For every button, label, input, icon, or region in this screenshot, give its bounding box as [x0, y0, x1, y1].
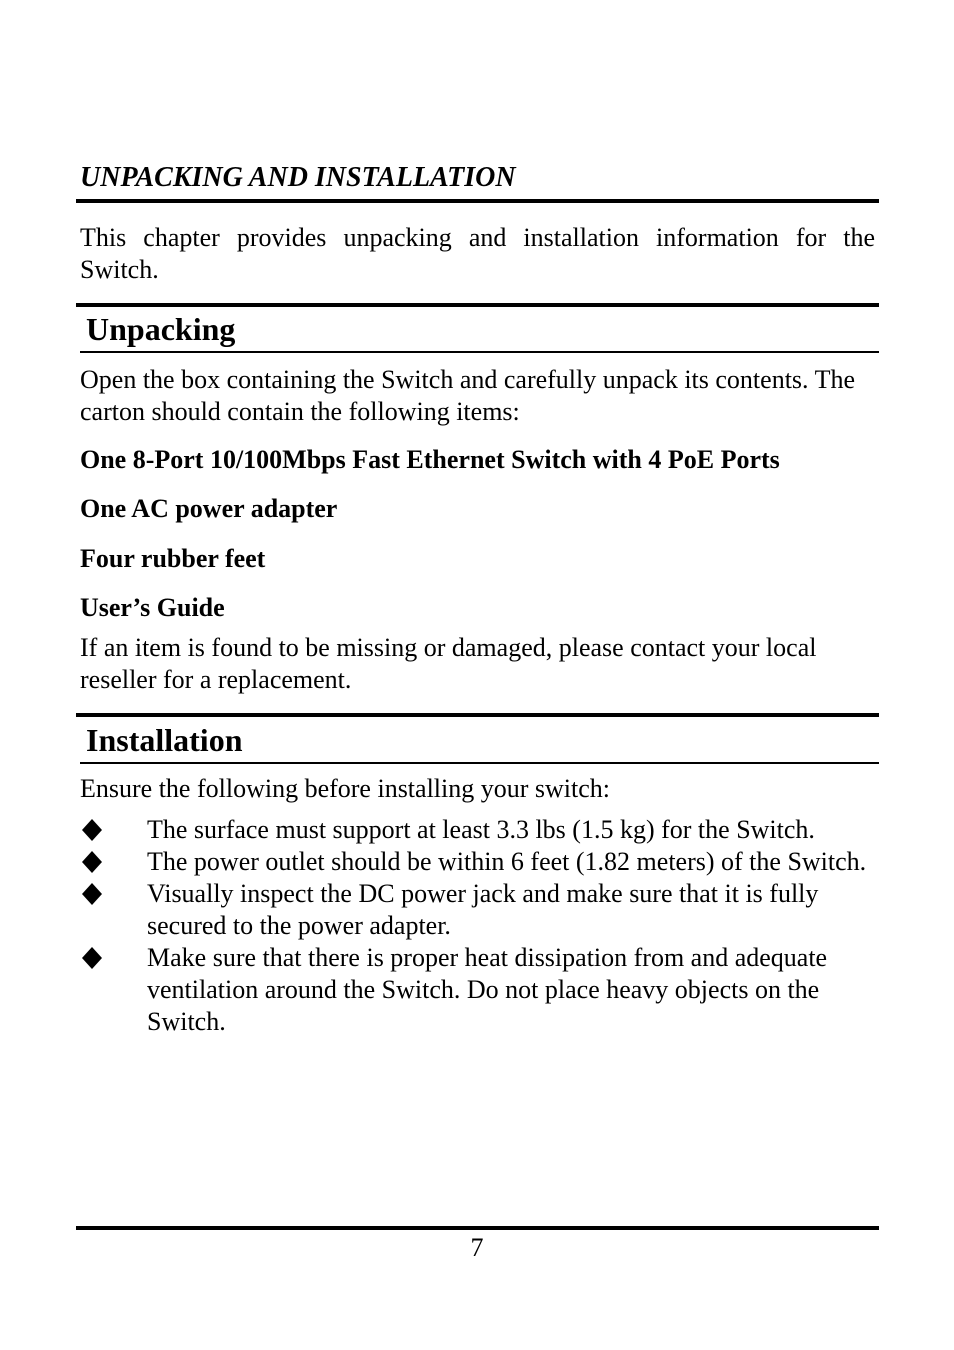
chapter-title-rule — [76, 199, 879, 203]
page-number: 7 — [470, 1233, 484, 1262]
chapter-title: UNPACKING AND INSTALLATION — [80, 162, 516, 193]
checklist-item-dc-jack — [80, 878, 880, 942]
installation-bottom-rule — [80, 762, 879, 764]
checklist-text: Visually inspect the DC power jack and make sure that it is fully secured to the power adapter. — [147, 879, 819, 940]
installation-top-rule — [76, 713, 879, 717]
package-item-switch: One 8-Port 10/100Mbps Fast Ethernet Switch with 4 PoE Ports — [80, 445, 780, 474]
unpacking-intro: Open the box containing the Switch and carefully unpack its contents. The carton should contain the following items: — [80, 365, 855, 426]
installation-intro: Ensure the following before installing your switch: — [80, 774, 611, 803]
package-item-users-guide: User’s Guide — [80, 593, 225, 622]
installation-checklist — [80, 814, 880, 1038]
package-item-power-adapter: One AC power adapter — [80, 494, 338, 523]
checklist-item-surface — [80, 814, 880, 846]
diamond-bullet-icon — [82, 942, 102, 974]
unpacking-top-rule — [76, 303, 879, 307]
footer-rule — [76, 1226, 879, 1230]
unpacking-heading: Unpacking — [86, 311, 236, 347]
unpacking-bottom-rule — [80, 351, 879, 353]
chapter-intro: This chapter provides unpacking and installation information for the Switch. — [80, 223, 875, 284]
checklist-text: The power outlet should be within 6 feet (1.82 meters) of the Switch. — [147, 847, 867, 876]
installation-heading: Installation — [86, 722, 243, 758]
checklist-item-power-outlet — [80, 846, 880, 878]
diamond-bullet-icon — [82, 814, 102, 846]
missing-item-note: If an item is found to be missing or damaged, please contact your local reseller for a replacement. — [80, 633, 817, 694]
checklist-text: The surface must support at least 3.3 lbs (1.5 kg) for the Switch. — [147, 815, 815, 844]
package-item-rubber-feet: Four rubber feet — [80, 544, 266, 573]
diamond-bullet-icon — [82, 878, 102, 910]
checklist-text: Make sure that there is proper heat dissipation from and adequate ventilation around the Switch. Do not place heavy objects on the Switch. — [147, 943, 828, 1036]
checklist-item-ventilation — [80, 942, 880, 1038]
diamond-bullet-icon — [82, 846, 102, 878]
